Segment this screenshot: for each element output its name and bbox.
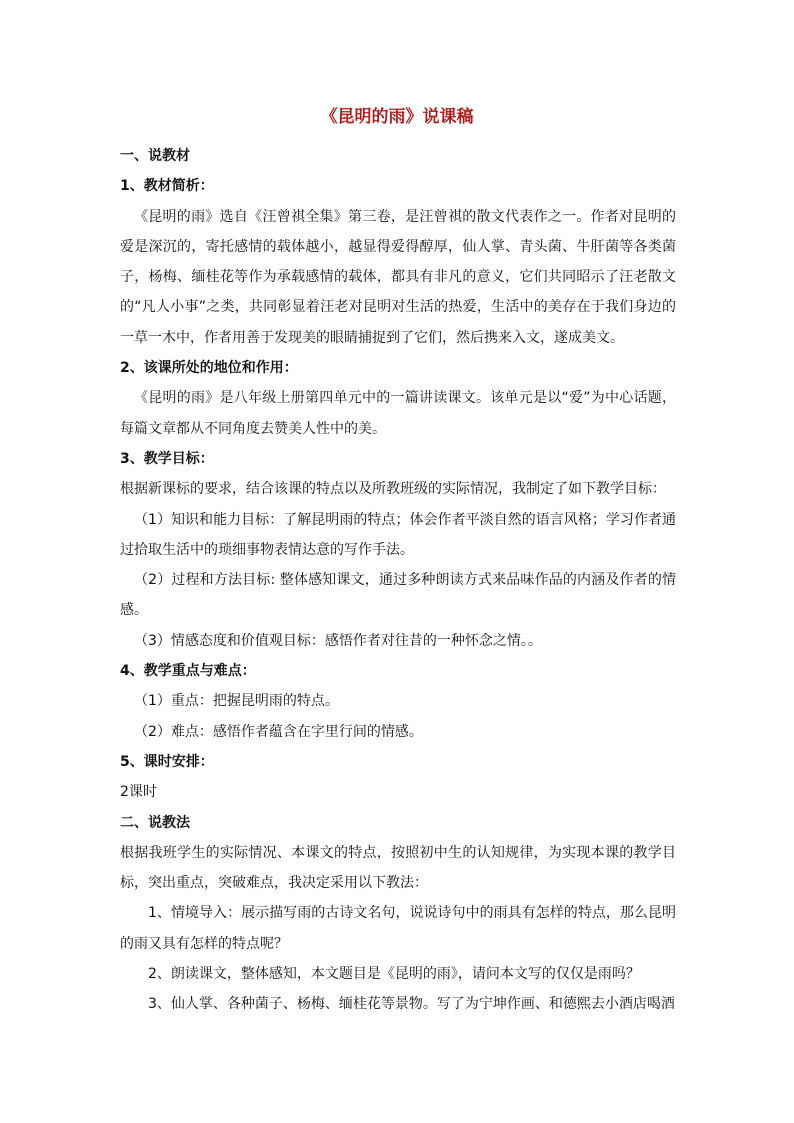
method-item-1: 1、情境导入：展示描写雨的古诗文名句，说说诗句中的雨具有怎样的特点，那么昆明的雨又具有怎样的特点呢？: [120, 905, 676, 952]
section-heading-teaching-methods: 二、说教法: [120, 814, 190, 831]
method-item-2: 2、朗读课文，整体感知，本文题目是《昆明的雨》，请问本文写的仅仅是雨吗？: [148, 966, 640, 983]
difficult-point: （2）难点：感悟作者蕴含在字里行间的情感。: [134, 723, 423, 740]
subheading-teaching-goals: 3、教学目标：: [120, 450, 214, 467]
subheading-material-analysis: 1、教材简析：: [120, 178, 214, 195]
paragraph-methods-intro: 根据我班学生的实际情况、本课文的特点，按照初中生的认知规律，为实现本课的教学目标，突出重点，突破难点，我决定采用以下教法：: [120, 844, 676, 892]
key-point: （1）重点：把握昆明雨的特点。: [134, 693, 339, 710]
goal-emotion-values: （3）情感态度和价值观目标：感悟作者对往昔的一种怀念之情。。: [134, 632, 542, 649]
document-body: [120, 141, 676, 1020]
method-item-3: 3、仙人掌、各种菌子、杨梅、缅桂花等景物。写了为宁坤作画、和德熙去小酒店喝酒: [148, 996, 675, 1013]
document-title: 《昆明的雨》说课稿: [320, 107, 474, 127]
paragraph-position-role: 《昆明的雨》是八年级上册第四单元中的一篇讲读课文。该单元是以“爱”为中心话题，每篇文章都从不同角度去赞美人性中的美。: [120, 390, 676, 437]
subheading-position-role: 2、该课所处的地位和作用：: [120, 360, 298, 377]
paragraph-material-analysis: 《昆明的雨》选自《汪曾祺全集》第三卷，是汪曾祺的散文代表作之一。作者对昆明的爱是深沉的，寄托感情的载体越小，越显得爱得醇厚，仙人掌、青头菌、牛肝菌等各类菌子，杨梅、缅桂花等作为承载感情的载体，都具有非凡的意义，它们共同昭示了汪老散文的“凡人小事”之类，共同彰显着汪老对昆明对生活的热爱，生活中的美存在于我们身边的一草一木中，作者用善于发现美的眼睛捕捉到了它们，然后携来入文，遂成美文。: [120, 208, 676, 346]
class-hours-value: 2课时: [120, 784, 157, 801]
paragraph-goals-intro: 根据新课标的要求，结合该课的特点以及所教班级的实际情况，我制定了如下教学目标：: [120, 481, 666, 498]
section-heading-teaching-material: 一、说教材: [120, 148, 190, 164]
subheading-key-difficult-points: 4、教学重点与难点：: [120, 663, 256, 680]
goal-process-method: （2）过程和方法目标: 整体感知课文，通过多种朗读方式来品味作品的内涵及作者的情感。: [120, 572, 676, 619]
goal-knowledge-ability: （1）知识和能力目标：了解昆明雨的特点；体会作者平淡自然的语言风格；学习作者通过拾取生活中的琐细事物表情达意的写作手法。: [120, 511, 676, 558]
subheading-class-hours: 5、课时安排：: [120, 753, 214, 770]
